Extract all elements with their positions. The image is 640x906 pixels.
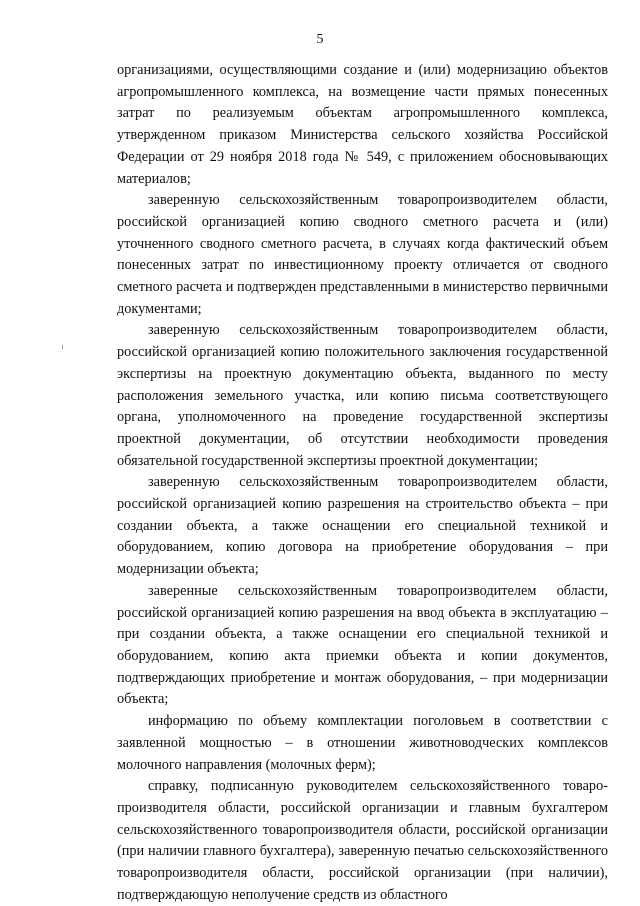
paragraph-construction-permit: заверенную сельскохозяйственным товаропроизводителем области, российской организацией копию разрешения на строительство объекта – при создании объекта, а также оснащении его специальной техникой и оборудованием, копию договора на приобретение оборудования – при модернизации объекта; (117, 474, 608, 578)
page-number: 5 (316, 32, 324, 47)
paragraph-summary-estimate: заверенную сельскохозяйственным товаропроизводителем области, российской организацией копию сводного сметного расчета и (или) уточненного сводного сметного расчета, в случаях когда фактический объем понесенных затрат по инвестиционному проекту отличается от сводного сметного расчета и подтвержден представленными в министерство первичными документами; (117, 192, 608, 317)
paragraph-commissioning-permit: заверенные сельскохозяйственным товаропроизводителем области, российской организацией копию разрешения на ввод объекта в эксплуатацию – при создании объекта, а также оснащении его специальной техникой и оборудованием, копию акта приемки объекта и копии документов, подтверждающих приобретение и монтаж оборудования, – при модернизации объекта; (117, 582, 608, 708)
document-body (117, 60, 608, 906)
paragraph-continuation: организациями, осуществляющими создание и (или) модернизацию объектов агропромышленного комплекса, на возмещение части прямых понесенных затрат по реализуемым объектам агропромышленного комплекса, утвержденном приказом Министерства сельского хозяйства Российской Федерации от 29 ноября 2018 года № 549, с приложением обосновывающих материалов; (117, 62, 608, 187)
margin-mark (62, 345, 63, 349)
paragraph-certificate: справку, подписанную руководителем сельскохозяйственного товаропроизводителя области, российской организации и главным бухгалтером сельскохозяйственного товаропроизводителя области, российской организации (при наличии главного бухгалтера), заверенную печатью сельскохозяйственного товаропроизводителя области, российской организации (при наличии), подтверждающую неполучение средств из областного (117, 778, 608, 903)
paragraph-livestock-info: информацию по объему комплектации поголовьем в соответствии с заявленной мощностью – в отношении животноводческих комплексов молочного направления (молочных ферм); (117, 713, 608, 773)
paragraph-expertise-conclusion: заверенную сельскохозяйственным товаропроизводителем области, российской организацией копию положительного заключения государственной экспертизы на проектную документацию объекта, выданного по месту расположения земельного участка, или копию письма соответствующего органа, уполномоченного на проведение государственной экспертизы проектной документации, об отсутствии необходимости проведения обязательной государственной экспертизы проектной документации; (117, 322, 608, 469)
